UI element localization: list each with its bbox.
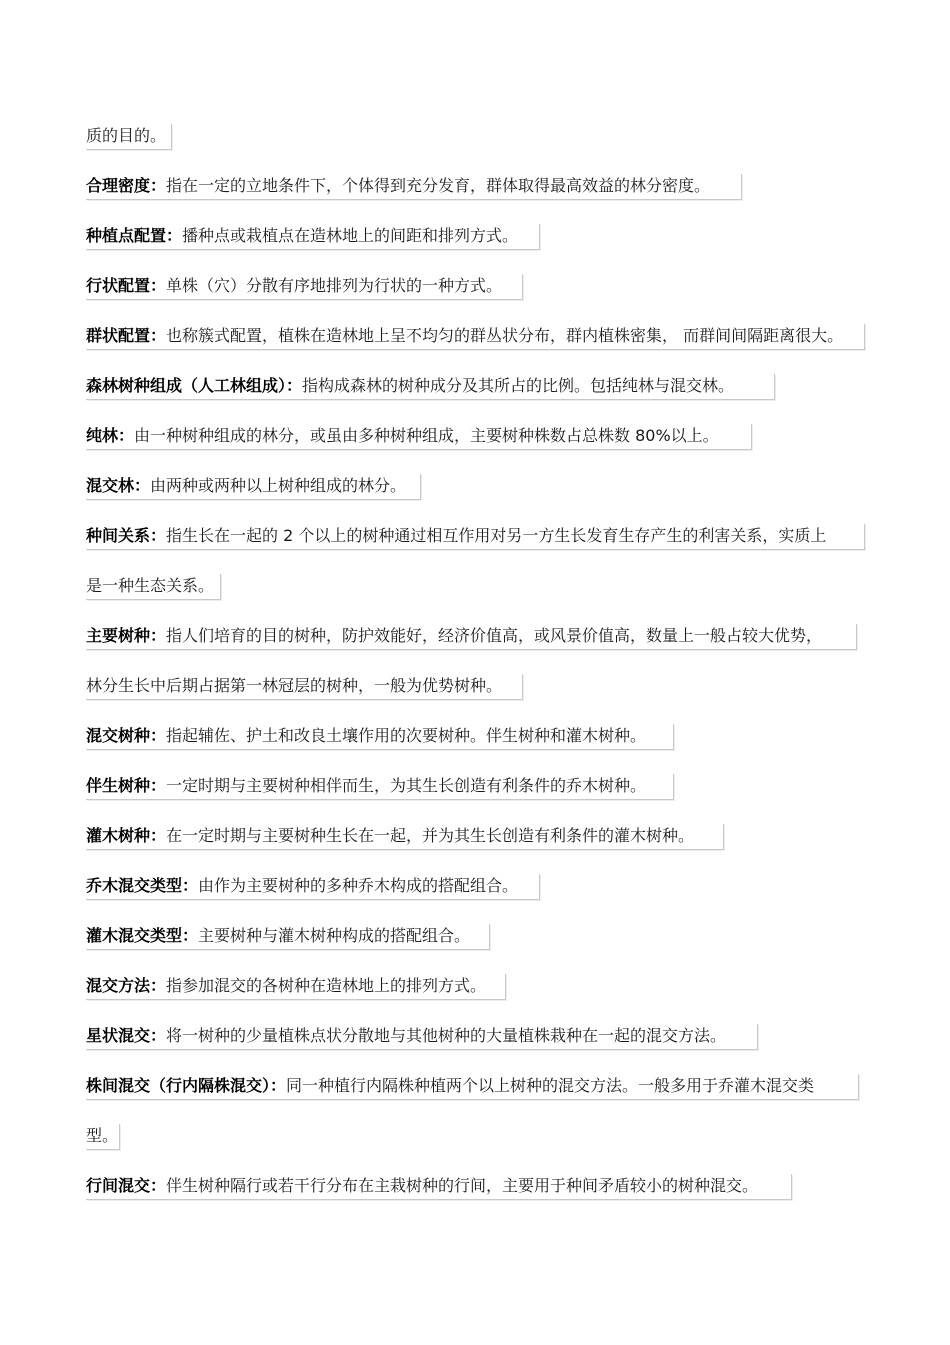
text-line	[86, 124, 172, 150]
text-line	[86, 524, 865, 550]
text-line	[86, 224, 540, 250]
term-definition: 也称簇式配置，植株在造林地上呈不均匀的群丛状分布，群内植株密集， 而群间间隔距离很大。	[166, 326, 844, 345]
term-label: 混交林	[86, 476, 135, 495]
term-definition: 由两种或两种以上树种组成的林分。	[150, 476, 407, 495]
term-separator: ：	[182, 876, 199, 895]
term-label: 星状混交	[86, 1026, 151, 1045]
term-definition: 将一树种的少量植株点状分散地与其他树种的大量植株栽种在一起的混交方法。	[166, 1026, 727, 1045]
term-separator: ：	[134, 476, 151, 495]
term-label: 灌木混交类型	[86, 926, 183, 945]
text-line	[86, 774, 674, 800]
text-line	[86, 724, 674, 750]
term-separator: ：	[150, 1176, 167, 1195]
text-line	[86, 1174, 792, 1200]
term-separator: ：	[150, 276, 167, 295]
text-line	[86, 874, 540, 900]
text-line	[86, 674, 523, 700]
text-line	[86, 474, 421, 500]
term-separator: ：	[150, 1026, 167, 1045]
term-definition: 伴生树种隔行或若干行分布在主栽树种的行间，主要用于种间矛盾较小的树种混交。	[166, 1176, 759, 1195]
term-definition: 指构成森林的树种成分及其所占的比例。包括纯林与混交林。	[302, 376, 735, 395]
term-label: 灌木树种	[86, 826, 151, 845]
term-separator: ：	[150, 976, 167, 995]
text-line	[86, 174, 742, 200]
text-line	[86, 1074, 859, 1100]
term-label: 行状配置	[86, 276, 151, 295]
text-line	[86, 274, 523, 300]
term-label: 株间混交（行内隔株混交）	[86, 1076, 271, 1095]
term-definition: 型。	[86, 1126, 119, 1145]
term-label: 混交方法	[86, 976, 151, 995]
term-label: 群状配置	[86, 326, 151, 345]
term-definition: 由作为主要树种的多种乔木构成的搭配组合。	[198, 876, 519, 895]
term-separator: ：	[150, 626, 167, 645]
term-label: 合理密度	[86, 176, 151, 195]
text-line	[86, 974, 506, 1000]
term-definition: 在一定时期与主要树种生长在一起，并为其生长创造有利条件的灌木树种。	[166, 826, 695, 845]
text-line	[86, 424, 752, 450]
text-line	[86, 324, 865, 350]
text-line	[86, 924, 490, 950]
text-line	[86, 624, 857, 650]
term-label: 种间关系	[86, 526, 151, 545]
term-definition: 指参加混交的各树种在造林地上的排列方式。	[166, 976, 487, 995]
term-label: 纯林	[86, 426, 119, 445]
term-label: 种植点配置	[86, 226, 167, 245]
text-line	[86, 574, 221, 600]
term-separator: ：	[150, 826, 167, 845]
term-definition: 指人们培育的目的树种，防护效能好，经济价值高，或风景价值高，数量上一般占较大优势，	[166, 626, 823, 645]
term-label: 混交树种	[86, 726, 151, 745]
text-line	[86, 1124, 120, 1150]
term-label: 伴生树种	[86, 776, 151, 795]
term-definition: 一定时期与主要树种相伴而生，为其生长创造有利条件的乔木树种。	[166, 776, 647, 795]
term-separator: ：	[182, 926, 199, 945]
term-separator: ：	[150, 176, 167, 195]
term-definition: 指起辅佐、护土和改良土壤作用的次要树种。伴生树种和灌木树种。	[166, 726, 647, 745]
term-separator: ：	[150, 526, 167, 545]
term-definition: 播种点或栽植点在造林地上的间距和排列方式。	[182, 226, 519, 245]
term-separator: ：	[286, 376, 303, 395]
term-separator: ：	[166, 226, 183, 245]
term-definition: 同一种植行内隔株种植两个以上树种的混交方法。一般多用于乔灌木混交类	[286, 1076, 815, 1095]
term-separator: ：	[270, 1076, 287, 1095]
term-label: 森林树种组成（人工林组成）	[86, 376, 287, 395]
text-line	[86, 1024, 758, 1050]
term-definition: 是一种生态关系。	[86, 576, 215, 595]
term-separator: ：	[118, 426, 135, 445]
term-definition: 单株（穴）分散有序地排列为行状的一种方式。	[166, 276, 503, 295]
term-definition: 质的目的。	[86, 126, 167, 145]
text-line	[86, 374, 775, 400]
term-separator: ：	[150, 326, 167, 345]
term-label: 乔木混交类型	[86, 876, 183, 895]
term-definition: 指在一定的立地条件下，个体得到充分发育，群体取得最高效益的林分密度。	[166, 176, 711, 195]
term-definition: 由一种树种组成的林分，或虽由多种树种组成，主要树种株数占总株数 80%以上。	[134, 426, 719, 445]
term-definition: 林分生长中后期占据第一林冠层的树种，一般为优势树种。	[86, 676, 503, 695]
term-separator: ：	[150, 776, 167, 795]
text-line	[86, 824, 724, 850]
term-separator: ：	[150, 726, 167, 745]
term-label: 主要树种	[86, 626, 151, 645]
term-definition: 主要树种与灌木树种构成的搭配组合。	[198, 926, 471, 945]
term-definition: 指生长在一起的 2 个以上的树种通过相互作用对另一方生长发育生存产生的利害关系，实质上	[166, 526, 827, 545]
term-label: 行间混交	[86, 1176, 151, 1195]
